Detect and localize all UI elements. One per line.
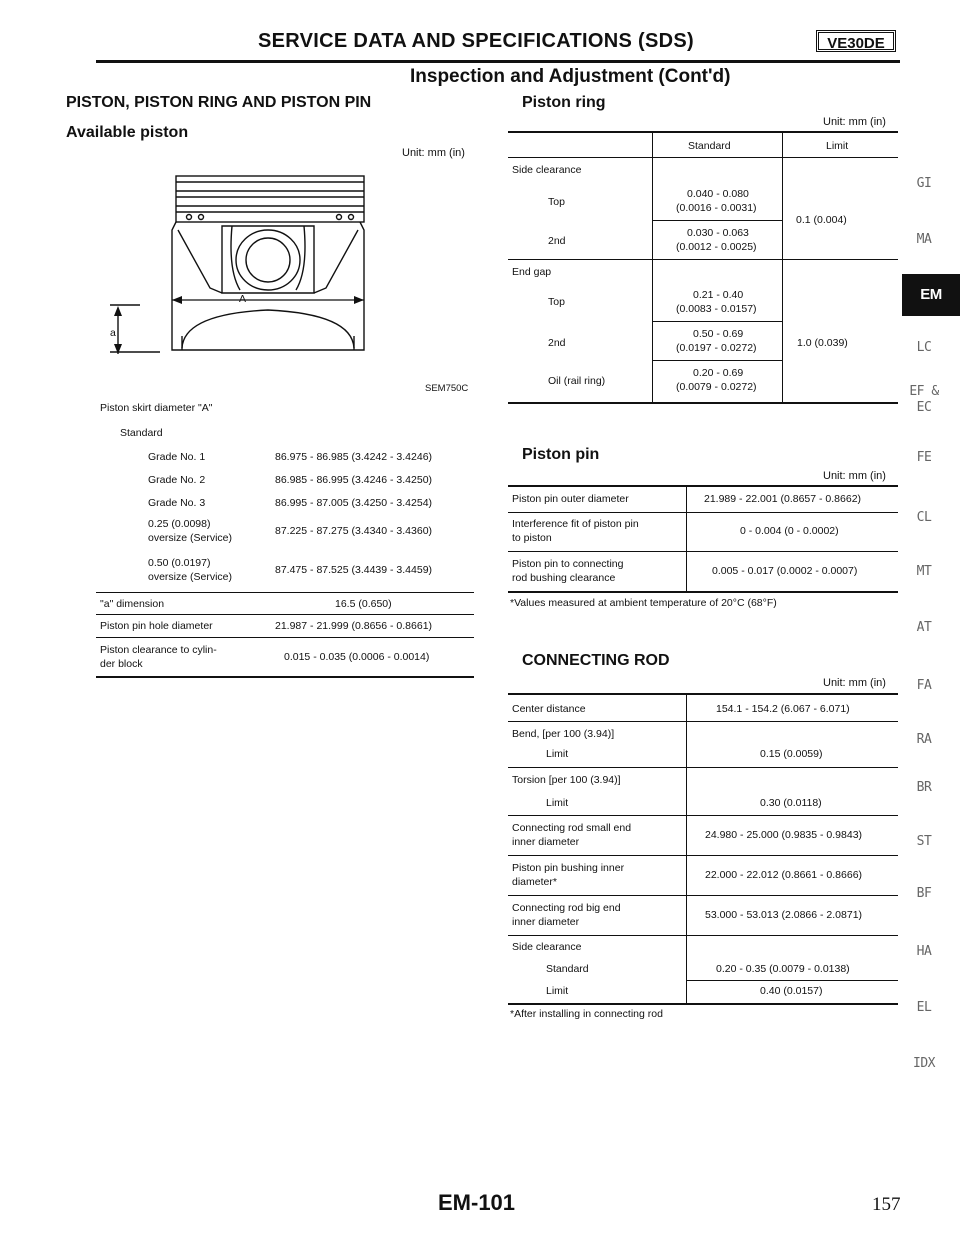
oversize-050-label2: oversize (Service) bbox=[148, 571, 233, 583]
eg-oil-std: 0.20 - 0.69 bbox=[693, 367, 744, 379]
side-tab-ra[interactable]: RA bbox=[916, 732, 932, 747]
rod-torsion-limit-label: Limit bbox=[546, 797, 569, 809]
oversize-050-label: 0.50 (0.0197) bbox=[148, 557, 211, 569]
divider bbox=[508, 512, 898, 513]
ring-top-std: 0.040 - 0.080 bbox=[687, 188, 749, 200]
connecting-rod-title: CONNECTING ROD bbox=[522, 652, 670, 669]
rod-side-clearance-label: Side clearance bbox=[512, 941, 582, 953]
eg-top-std2: (0.0083 - 0.0157) bbox=[676, 303, 757, 315]
page-code: EM-101 bbox=[438, 1190, 516, 1215]
rod-big-end-value: 53.000 - 53.013 (2.0866 - 2.0871) bbox=[705, 909, 863, 921]
pin-hole-label: Piston pin hole diameter bbox=[100, 620, 213, 632]
ring-2nd-std2: (0.0012 - 0.0025) bbox=[676, 241, 757, 253]
section-title-piston: PISTON, PISTON RING AND PISTON PIN bbox=[66, 94, 372, 111]
pin-interference-label: Interference fit of piston pin bbox=[512, 518, 639, 530]
ring-table-bottom-rule bbox=[508, 402, 898, 404]
skirt-diameter-label: Piston skirt diameter "A" bbox=[100, 402, 213, 414]
clearance-value: 0.015 - 0.035 (0.0006 - 0.0014) bbox=[284, 651, 430, 663]
figure-label-a: a bbox=[110, 327, 116, 339]
ring-side-clearance: Side clearance bbox=[512, 164, 582, 176]
piston-pin-title: Piston pin bbox=[522, 446, 600, 463]
oversize-025-value: 87.225 - 87.275 (3.4340 - 3.4360) bbox=[275, 525, 433, 537]
divider bbox=[652, 360, 782, 361]
eg-oil-std2: (0.0079 - 0.0272) bbox=[676, 381, 757, 393]
side-tab-ma[interactable]: MA bbox=[916, 232, 932, 247]
rod-bend-limit-value: 0.15 (0.0059) bbox=[760, 748, 823, 760]
rod-big-end-label: Connecting rod big end bbox=[512, 902, 621, 914]
figure-code: SEM750C bbox=[425, 383, 469, 394]
pin-table-top-rule bbox=[508, 485, 898, 487]
page-header-title: SERVICE DATA AND SPECIFICATIONS (SDS) bbox=[258, 30, 694, 52]
rod-side-std-value: 0.20 - 0.35 (0.0079 - 0.0138) bbox=[716, 963, 850, 975]
divider bbox=[508, 895, 898, 896]
oversize-050-value: 87.475 - 87.525 (3.4439 - 3.4459) bbox=[275, 564, 433, 576]
ring-col-standard: Standard bbox=[688, 140, 731, 152]
grade-2-value: 86.985 - 86.995 (3.4246 - 3.4250) bbox=[275, 474, 433, 486]
rod-center-value: 154.1 - 154.2 (6.067 - 6.071) bbox=[716, 703, 850, 715]
eg-2nd-std: 0.50 - 0.69 bbox=[693, 328, 744, 340]
side-tab-br[interactable]: BR bbox=[916, 780, 932, 795]
side-tab-fe[interactable]: FE bbox=[916, 450, 932, 465]
ring-col-limit: Limit bbox=[826, 140, 849, 152]
divider bbox=[686, 980, 898, 981]
side-tab-em[interactable]: EM bbox=[902, 274, 960, 316]
divider bbox=[652, 220, 782, 221]
side-tab-ef[interactable]: EF & bbox=[909, 384, 939, 399]
rod-bend-label: Bend, [per 100 (3.94)] bbox=[512, 728, 615, 740]
rod-bushing-label: Piston pin bushing inner bbox=[512, 862, 625, 874]
a-dimension-label: "a" dimension bbox=[100, 598, 165, 610]
side-tab-idx[interactable]: IDX bbox=[913, 1056, 935, 1071]
ring-top-std2: (0.0016 - 0.0031) bbox=[676, 202, 757, 214]
rod-small-end-label2: inner diameter bbox=[512, 836, 580, 848]
page-number: 157 bbox=[872, 1194, 901, 1215]
rod-table-top-rule bbox=[508, 693, 898, 695]
rod-small-end-label: Connecting rod small end bbox=[512, 822, 632, 834]
side-tab-fa[interactable]: FA bbox=[916, 678, 932, 693]
ring-side-limit: 0.1 (0.004) bbox=[796, 214, 847, 226]
grade-3-value: 86.995 - 87.005 (3.4250 - 3.4254) bbox=[275, 497, 433, 509]
eg-2nd-label: 2nd bbox=[548, 337, 566, 349]
divider bbox=[508, 157, 898, 158]
rod-table-bottom-rule bbox=[508, 1003, 898, 1005]
side-tab-el[interactable]: EL bbox=[916, 1000, 932, 1015]
pin-table-bottom-rule bbox=[508, 591, 898, 593]
eg-oil-label: Oil (rail ring) bbox=[548, 375, 606, 387]
side-tab-lc[interactable]: LC bbox=[916, 340, 932, 355]
side-tab-ec[interactable]: EC bbox=[916, 400, 932, 415]
grade-3-label: Grade No. 3 bbox=[148, 497, 206, 509]
page-subtitle: Inspection and Adjustment (Cont'd) bbox=[410, 66, 731, 87]
eg-top-label: Top bbox=[548, 296, 565, 308]
eg-2nd-std2: (0.0197 - 0.0272) bbox=[676, 342, 757, 354]
divider bbox=[652, 321, 782, 322]
figure-label-A: A bbox=[239, 293, 247, 305]
ring-2nd-std: 0.030 - 0.063 bbox=[687, 227, 749, 239]
pin-rod-label: Piston pin to connecting bbox=[512, 558, 624, 570]
pin-col-divider bbox=[686, 485, 687, 592]
eg-top-std: 0.21 - 0.40 bbox=[693, 289, 744, 301]
piston-diagram bbox=[100, 160, 480, 390]
divider bbox=[96, 637, 474, 638]
rod-side-limit-value: 0.40 (0.0157) bbox=[760, 985, 823, 997]
ring-top-label: Top bbox=[548, 196, 565, 208]
pin-interference-value: 0 - 0.004 (0 - 0.0002) bbox=[740, 525, 839, 537]
divider bbox=[508, 935, 898, 936]
ring-end-gap: End gap bbox=[512, 266, 552, 278]
rod-center-label: Center distance bbox=[512, 703, 586, 715]
side-tab-gi[interactable]: GI bbox=[916, 176, 932, 191]
rod-side-limit-label: Limit bbox=[546, 985, 569, 997]
pin-rod-label2: rod bushing clearance bbox=[512, 572, 616, 584]
piston-pin-unit: Unit: mm (in) bbox=[823, 470, 886, 482]
divider bbox=[96, 614, 474, 615]
unit-label: Unit: mm (in) bbox=[402, 147, 465, 159]
connecting-rod-unit: Unit: mm (in) bbox=[823, 677, 886, 689]
oversize-025-label: 0.25 (0.0098) bbox=[148, 518, 211, 530]
side-tab-bf[interactable]: BF bbox=[916, 886, 932, 901]
pin-hole-value: 21.987 - 21.999 (0.8656 - 0.8661) bbox=[275, 620, 433, 632]
pin-outer-label: Piston pin outer diameter bbox=[512, 493, 629, 505]
eg-limit: 1.0 (0.039) bbox=[797, 337, 848, 349]
grade-2-label: Grade No. 2 bbox=[148, 474, 206, 486]
pin-outer-value: 21.989 - 22.001 (0.8657 - 0.8662) bbox=[704, 493, 862, 505]
divider bbox=[508, 551, 898, 552]
pin-note: *Values measured at ambient temperature of 20°C (68°F) bbox=[510, 597, 777, 609]
ring-table-top-rule bbox=[508, 131, 898, 133]
pin-rod-value: 0.005 - 0.017 (0.0002 - 0.0007) bbox=[712, 565, 858, 577]
ring-col-divider bbox=[652, 131, 653, 403]
oversize-025-label2: oversize (Service) bbox=[148, 532, 233, 544]
grade-1-value: 86.975 - 86.985 (3.4242 - 3.4246) bbox=[275, 451, 433, 463]
clearance-label2: der block bbox=[100, 658, 143, 670]
piston-ring-title: Piston ring bbox=[522, 94, 606, 111]
table-bottom-rule bbox=[96, 676, 474, 678]
header-rule bbox=[96, 60, 900, 63]
divider bbox=[508, 815, 898, 816]
rod-bushing-label2: diameter* bbox=[512, 876, 557, 888]
clearance-label: Piston clearance to cylin- bbox=[100, 644, 217, 656]
divider bbox=[508, 259, 898, 260]
side-tab-st[interactable]: ST bbox=[916, 834, 932, 849]
rod-bend-limit-label: Limit bbox=[546, 748, 569, 760]
side-tab-at[interactable]: AT bbox=[916, 620, 932, 635]
rod-big-end-label2: inner diameter bbox=[512, 916, 580, 928]
side-tab-cl[interactable]: CL bbox=[916, 510, 932, 525]
pin-interference-label2: to piston bbox=[512, 532, 552, 544]
model-badge: VE30DE bbox=[816, 30, 896, 52]
rod-note: *After installing in connecting rod bbox=[510, 1008, 663, 1020]
grade-1-label: Grade No. 1 bbox=[148, 451, 206, 463]
side-tab-mt[interactable]: MT bbox=[916, 564, 932, 579]
divider bbox=[508, 721, 898, 722]
a-dimension-value: 16.5 (0.650) bbox=[335, 598, 392, 610]
subsection-available-piston: Available piston bbox=[66, 124, 189, 141]
ring-col-divider bbox=[782, 131, 783, 403]
divider bbox=[96, 592, 474, 593]
rod-col-divider bbox=[686, 693, 687, 1004]
divider bbox=[508, 855, 898, 856]
rod-small-end-value: 24.980 - 25.000 (0.9835 - 0.9843) bbox=[705, 829, 863, 841]
rod-side-std-label: Standard bbox=[546, 963, 589, 975]
piston-ring-unit: Unit: mm (in) bbox=[823, 116, 886, 128]
standard-label: Standard bbox=[120, 427, 163, 439]
ring-2nd-label: 2nd bbox=[548, 235, 566, 247]
side-tab-ha[interactable]: HA bbox=[916, 944, 932, 959]
rod-bushing-value: 22.000 - 22.012 (0.8661 - 0.8666) bbox=[705, 869, 863, 881]
divider bbox=[508, 767, 898, 768]
rod-torsion-limit-value: 0.30 (0.0118) bbox=[760, 797, 822, 809]
rod-torsion-label: Torsion [per 100 (3.94)] bbox=[512, 774, 621, 786]
